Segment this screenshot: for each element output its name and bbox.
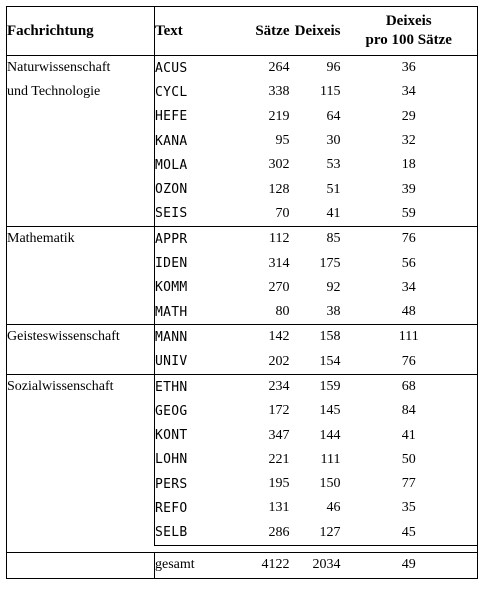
saetze-value: 302	[268, 157, 290, 173]
deixeis-value: 111	[320, 451, 341, 467]
text-code: OZON	[155, 177, 236, 201]
text-code: KOMM	[155, 276, 236, 300]
deixeis-value: 175	[319, 255, 341, 271]
deixeis-value: 127	[290, 521, 341, 546]
saetze-value: 131	[268, 500, 290, 516]
header-deixeis: Deixeis	[290, 7, 341, 56]
per100-value: 59	[341, 202, 478, 227]
text-code: GEOG	[155, 399, 236, 423]
field-cell	[7, 56, 155, 227]
per100-value: 76	[341, 350, 478, 375]
saetze-value: 286	[236, 521, 290, 546]
text-code: REFO	[155, 496, 236, 520]
field-cell	[7, 374, 155, 545]
deixeis-value: 92	[326, 279, 341, 295]
deixeis-value: 96	[290, 56, 341, 81]
per100-value: 84	[341, 399, 478, 423]
deixeis-value: 53	[326, 157, 341, 173]
saetze-value: 195	[268, 476, 290, 492]
text-code: KONT	[155, 423, 236, 447]
saetze-value: 70	[236, 202, 290, 227]
text-code: PERS	[155, 472, 236, 496]
header-row	[7, 7, 478, 56]
header-per100-line1: Deixeis	[385, 13, 432, 29]
saetze-value: 80	[236, 300, 290, 325]
saetze-value: 347	[268, 427, 290, 443]
saetze-value: 338	[268, 84, 290, 100]
text-code: LOHN	[155, 448, 236, 472]
field-name-line: und Technologie	[7, 84, 101, 100]
deixeis-value: 85	[290, 227, 341, 252]
per100-value: 56	[341, 251, 478, 275]
saetze-value: 202	[236, 350, 290, 375]
header-per100-line2: pro 100 Sätze	[365, 32, 452, 48]
deixis-table	[6, 6, 478, 579]
saetze-value: 128	[268, 181, 290, 197]
saetze-value: 95	[275, 133, 290, 149]
per100-value: 35	[341, 496, 478, 520]
per100-value: 48	[341, 300, 478, 325]
header-text: Text	[155, 7, 236, 56]
header-saetze: Sätze	[236, 7, 290, 56]
deixeis-value: 64	[326, 108, 341, 124]
saetze-value: 264	[236, 56, 290, 81]
saetze-value: 314	[268, 255, 290, 271]
deixeis-value: 154	[290, 350, 341, 375]
deixeis-value: 150	[319, 476, 341, 492]
text-code: APPR	[155, 227, 236, 252]
total-saetze: 4122	[236, 552, 290, 578]
field-name-line: Sozialwissenschaft	[7, 378, 114, 394]
per100-value: 76	[341, 227, 478, 252]
per100-value: 29	[341, 105, 478, 129]
per100-value: 50	[341, 448, 478, 472]
per100-value: 45	[341, 521, 478, 546]
deixeis-value: 38	[290, 300, 341, 325]
total-per100: 49	[341, 552, 478, 578]
per100-value: 36	[341, 56, 478, 81]
text-code: MANN	[155, 325, 236, 350]
deixeis-value: 144	[319, 427, 341, 443]
table-row	[7, 227, 478, 252]
header-deixeis-per-100	[341, 7, 478, 56]
per100-value: 32	[341, 129, 478, 153]
total-row	[7, 552, 478, 578]
per100-value: 77	[341, 472, 478, 496]
deixeis-value: 41	[290, 202, 341, 227]
field-name-line: Mathematik	[7, 231, 75, 247]
per100-value: 39	[341, 177, 478, 201]
table-body	[7, 56, 478, 579]
total-label: gesamt	[155, 552, 236, 578]
spacer-row	[7, 545, 478, 552]
text-code: MOLA	[155, 153, 236, 177]
per100-value: 41	[341, 423, 478, 447]
field-cell	[7, 325, 155, 375]
text-code: HEFE	[155, 105, 236, 129]
field-cell	[7, 227, 155, 325]
saetze-value: 221	[268, 451, 290, 467]
text-code: KANA	[155, 129, 236, 153]
spacer-cell	[7, 545, 478, 552]
text-code: MATH	[155, 300, 236, 325]
deixeis-value: 51	[326, 181, 341, 197]
per100-value: 18	[341, 153, 478, 177]
text-code: ACUS	[155, 56, 236, 81]
saetze-value: 172	[268, 403, 290, 419]
saetze-value: 112	[236, 227, 290, 252]
table-row	[7, 325, 478, 350]
per100-value: 34	[341, 276, 478, 300]
text-code: IDEN	[155, 251, 236, 275]
total-deixeis: 2034	[290, 552, 341, 578]
deixeis-value: 115	[320, 84, 341, 100]
deixeis-value: 145	[319, 403, 341, 419]
text-code: SEIS	[155, 202, 236, 227]
deixeis-value: 158	[290, 325, 341, 350]
per100-value: 111	[341, 325, 478, 350]
per100-value: 68	[341, 374, 478, 399]
per100-value: 34	[341, 80, 478, 104]
deixeis-value: 46	[326, 500, 341, 516]
text-code: UNIV	[155, 350, 236, 375]
saetze-value: 270	[268, 279, 290, 295]
table-row	[7, 56, 478, 81]
field-name-line: Geisteswissenschaft	[7, 329, 120, 345]
table-row	[7, 374, 478, 399]
field-name-line: Naturwissenschaft	[7, 60, 111, 75]
deixeis-value: 30	[326, 133, 341, 149]
text-code: SELB	[155, 521, 236, 546]
saetze-value: 219	[268, 108, 290, 124]
text-code: ETHN	[155, 374, 236, 399]
header-field: Fachrichtung	[7, 7, 155, 56]
total-empty-cell	[7, 552, 155, 578]
deixeis-value: 159	[290, 374, 341, 399]
saetze-value: 234	[236, 374, 290, 399]
text-code: CYCL	[155, 80, 236, 104]
saetze-value: 142	[236, 325, 290, 350]
